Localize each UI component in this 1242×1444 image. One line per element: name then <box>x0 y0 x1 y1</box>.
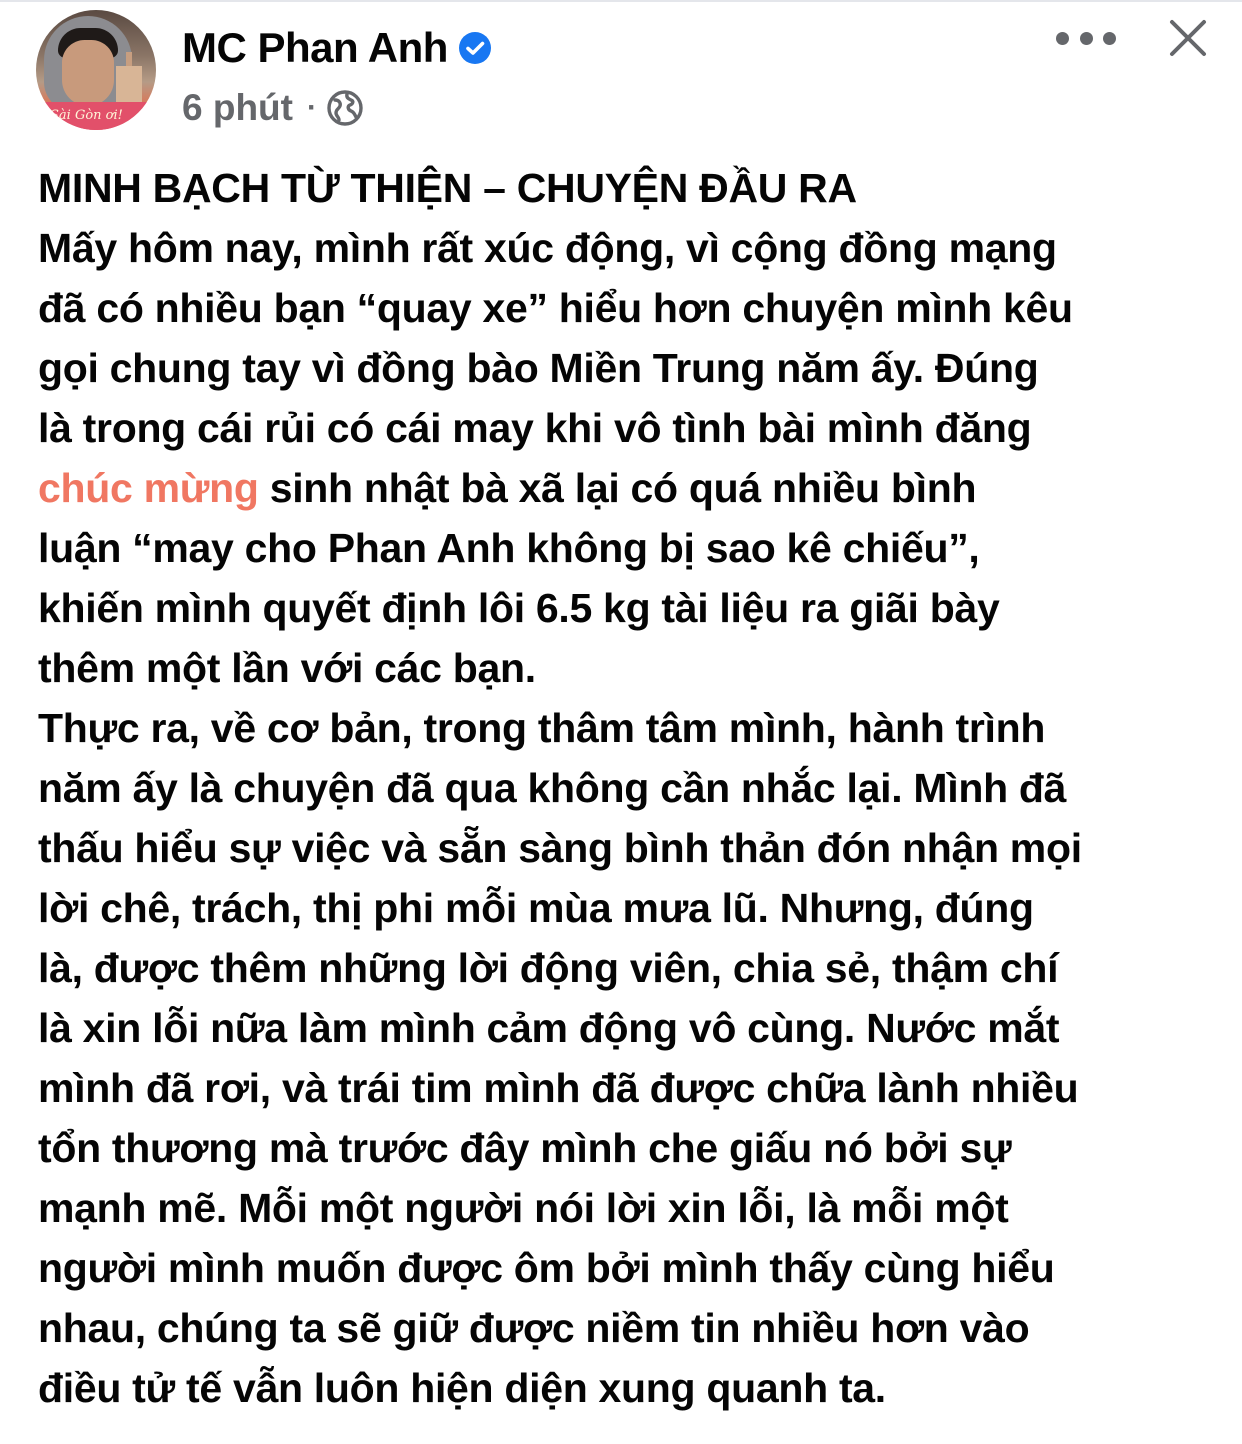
post-line-rest: sinh nhật bà xã lại có quá nhiều bình <box>258 465 977 511</box>
avatar-face <box>62 40 114 106</box>
post-line: mình đã rơi, và trái tim mình đã được chữa lành nhiều <box>38 1065 1079 1111</box>
avatar-frame-caption: Sài Gòn ơi! <box>50 108 123 123</box>
verified-badge-icon <box>458 31 492 65</box>
post-line: nhau, chúng ta sẽ giữ được niềm tin nhiều hơn vào <box>38 1305 1030 1351</box>
close-icon[interactable] <box>1166 16 1210 60</box>
post-line: người mình muốn được ôm bởi mình thấy cùng hiểu <box>38 1245 1055 1291</box>
globe-icon[interactable] <box>327 90 363 126</box>
post-line: là, được thêm những lời động viên, chia sẻ, thậm chí <box>38 945 1059 991</box>
post-line: thấu hiểu sự việc và sẵn sàng bình thản đón nhận mọi <box>38 825 1082 871</box>
author-avatar[interactable] <box>36 10 156 130</box>
author-row <box>182 22 492 74</box>
post-line: tổn thương mà trước đây mình che giấu nó bởi sự <box>38 1125 1012 1171</box>
post-line: Thực ra, về cơ bản, trong thâm tâm mình, hành trình <box>38 705 1046 751</box>
more-dot-icon <box>1103 32 1116 45</box>
post-line: là xin lỗi nữa làm mình cảm động vô cùng. Nước mắt <box>38 1005 1060 1051</box>
post-body <box>38 158 1218 1418</box>
more-dot-icon <box>1056 32 1069 45</box>
post-line-with-highlight <box>38 458 1218 518</box>
post-line: đã có nhiều bạn “quay xe” hiểu hơn chuyện mình kêu <box>38 285 1073 331</box>
highlighted-text: chúc mừng <box>38 465 259 511</box>
post-line: năm ấy là chuyện đã qua không cần nhắc lại. Mình đã <box>38 765 1067 811</box>
meta-separator: · <box>306 91 317 124</box>
post-timestamp[interactable]: 6 phút <box>182 87 293 128</box>
author-name[interactable]: MC Phan Anh <box>182 24 448 71</box>
post-header <box>0 0 1242 150</box>
post-line: là trong cái rủi có cái may khi vô tình bài mình đăng <box>38 405 1032 451</box>
post-meta <box>182 86 363 130</box>
post-line: điều tử tế vẫn luôn hiện diện xung quanh ta. <box>38 1365 886 1411</box>
post-line: thêm một lần với các bạn. <box>38 645 536 691</box>
post-line: khiến mình quyết định lôi 6.5 kg tài liệu ra giãi bày <box>38 585 1000 631</box>
more-options-button[interactable] <box>1056 24 1116 52</box>
post-line: mạnh mẽ. Mỗi một người nói lời xin lỗi, là mỗi một <box>38 1185 1009 1231</box>
post-line: luận “may cho Phan Anh không bị sao kê chiếu”, <box>38 525 980 571</box>
more-dot-icon <box>1080 32 1093 45</box>
post-line: lời chê, trách, thị phi mỗi mùa mưa lũ. Nhưng, đúng <box>38 885 1034 931</box>
post-line: gọi chung tay vì đồng bào Miền Trung năm ấy. Đúng <box>38 345 1039 391</box>
post-title: MINH BẠCH TỪ THIỆN – CHUYỆN ĐẦU RA <box>38 165 857 211</box>
post-line: Mấy hôm nay, mình rất xúc động, vì cộng đồng mạng <box>38 225 1057 271</box>
